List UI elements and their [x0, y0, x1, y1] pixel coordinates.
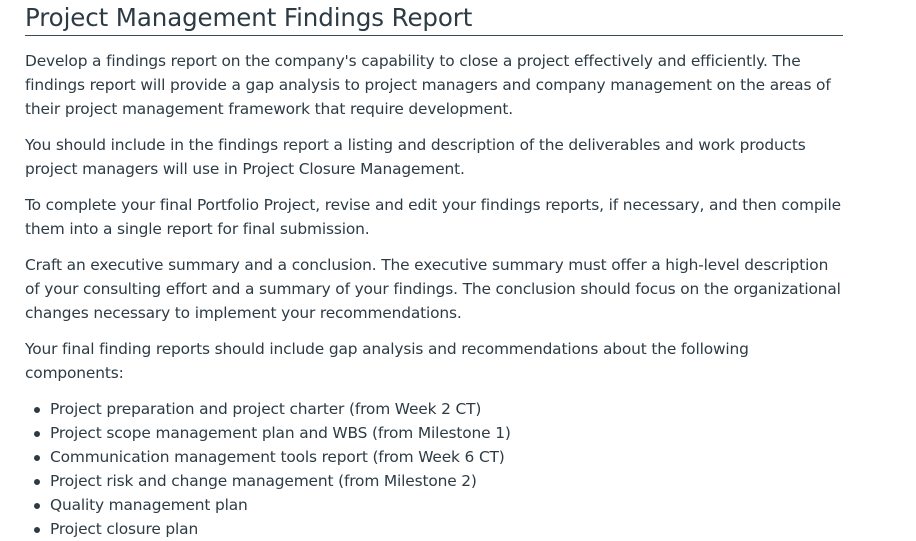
- list-item: [25, 469, 843, 493]
- list-item: [25, 445, 843, 469]
- list-item-text: Project closure plan: [50, 520, 199, 538]
- components-list: [25, 397, 843, 541]
- report-page: [25, 0, 843, 541]
- portfolio-paragraph: To complete your final Portfolio Project, revise and edit your findings reports, if necessary, and then compile them into a single report for final submission.: [25, 196, 842, 238]
- list-item-text: Communication management tools report (from Week 6 CT): [50, 448, 505, 466]
- bullet-icon: [34, 527, 40, 533]
- bullet-icon: [34, 503, 40, 509]
- bullet-icon: [34, 431, 40, 437]
- list-item-text: Quality management plan: [50, 496, 248, 514]
- list-item-text: Project scope management plan and WBS (from Milestone 1): [50, 424, 511, 442]
- deliverables-paragraph: You should include in the findings report a listing and description of the deliverables and work products project managers will use in Project Closure Management.: [25, 136, 806, 178]
- list-item: [25, 397, 843, 421]
- executive-summary-paragraph: Craft an executive summary and a conclusion. The executive summary must offer a high-level description of your consulting effort and a summary of your findings. The conclusion should focus on the organizational changes necessary to implement your recommendations.: [25, 256, 841, 322]
- list-item: [25, 493, 843, 517]
- bullet-icon: [34, 407, 40, 413]
- list-item: [25, 517, 843, 541]
- bullet-icon: [34, 479, 40, 485]
- title-divider: [25, 35, 843, 36]
- components-intro-paragraph: Your final finding reports should include gap analysis and recommendations about the following components:: [25, 340, 749, 382]
- page-title: Project Management Findings Report: [25, 3, 473, 32]
- list-item-text: Project preparation and project charter (from Week 2 CT): [50, 400, 482, 418]
- list-item-text: Project risk and change management (from Milestone 2): [50, 472, 477, 490]
- bullet-icon: [34, 455, 40, 461]
- list-item: [25, 421, 843, 445]
- intro-paragraph: Develop a findings report on the company's capability to close a project effectively and efficiently. The findings report will provide a gap analysis to project managers and company management on the areas of their project management framework that require development.: [25, 52, 831, 118]
